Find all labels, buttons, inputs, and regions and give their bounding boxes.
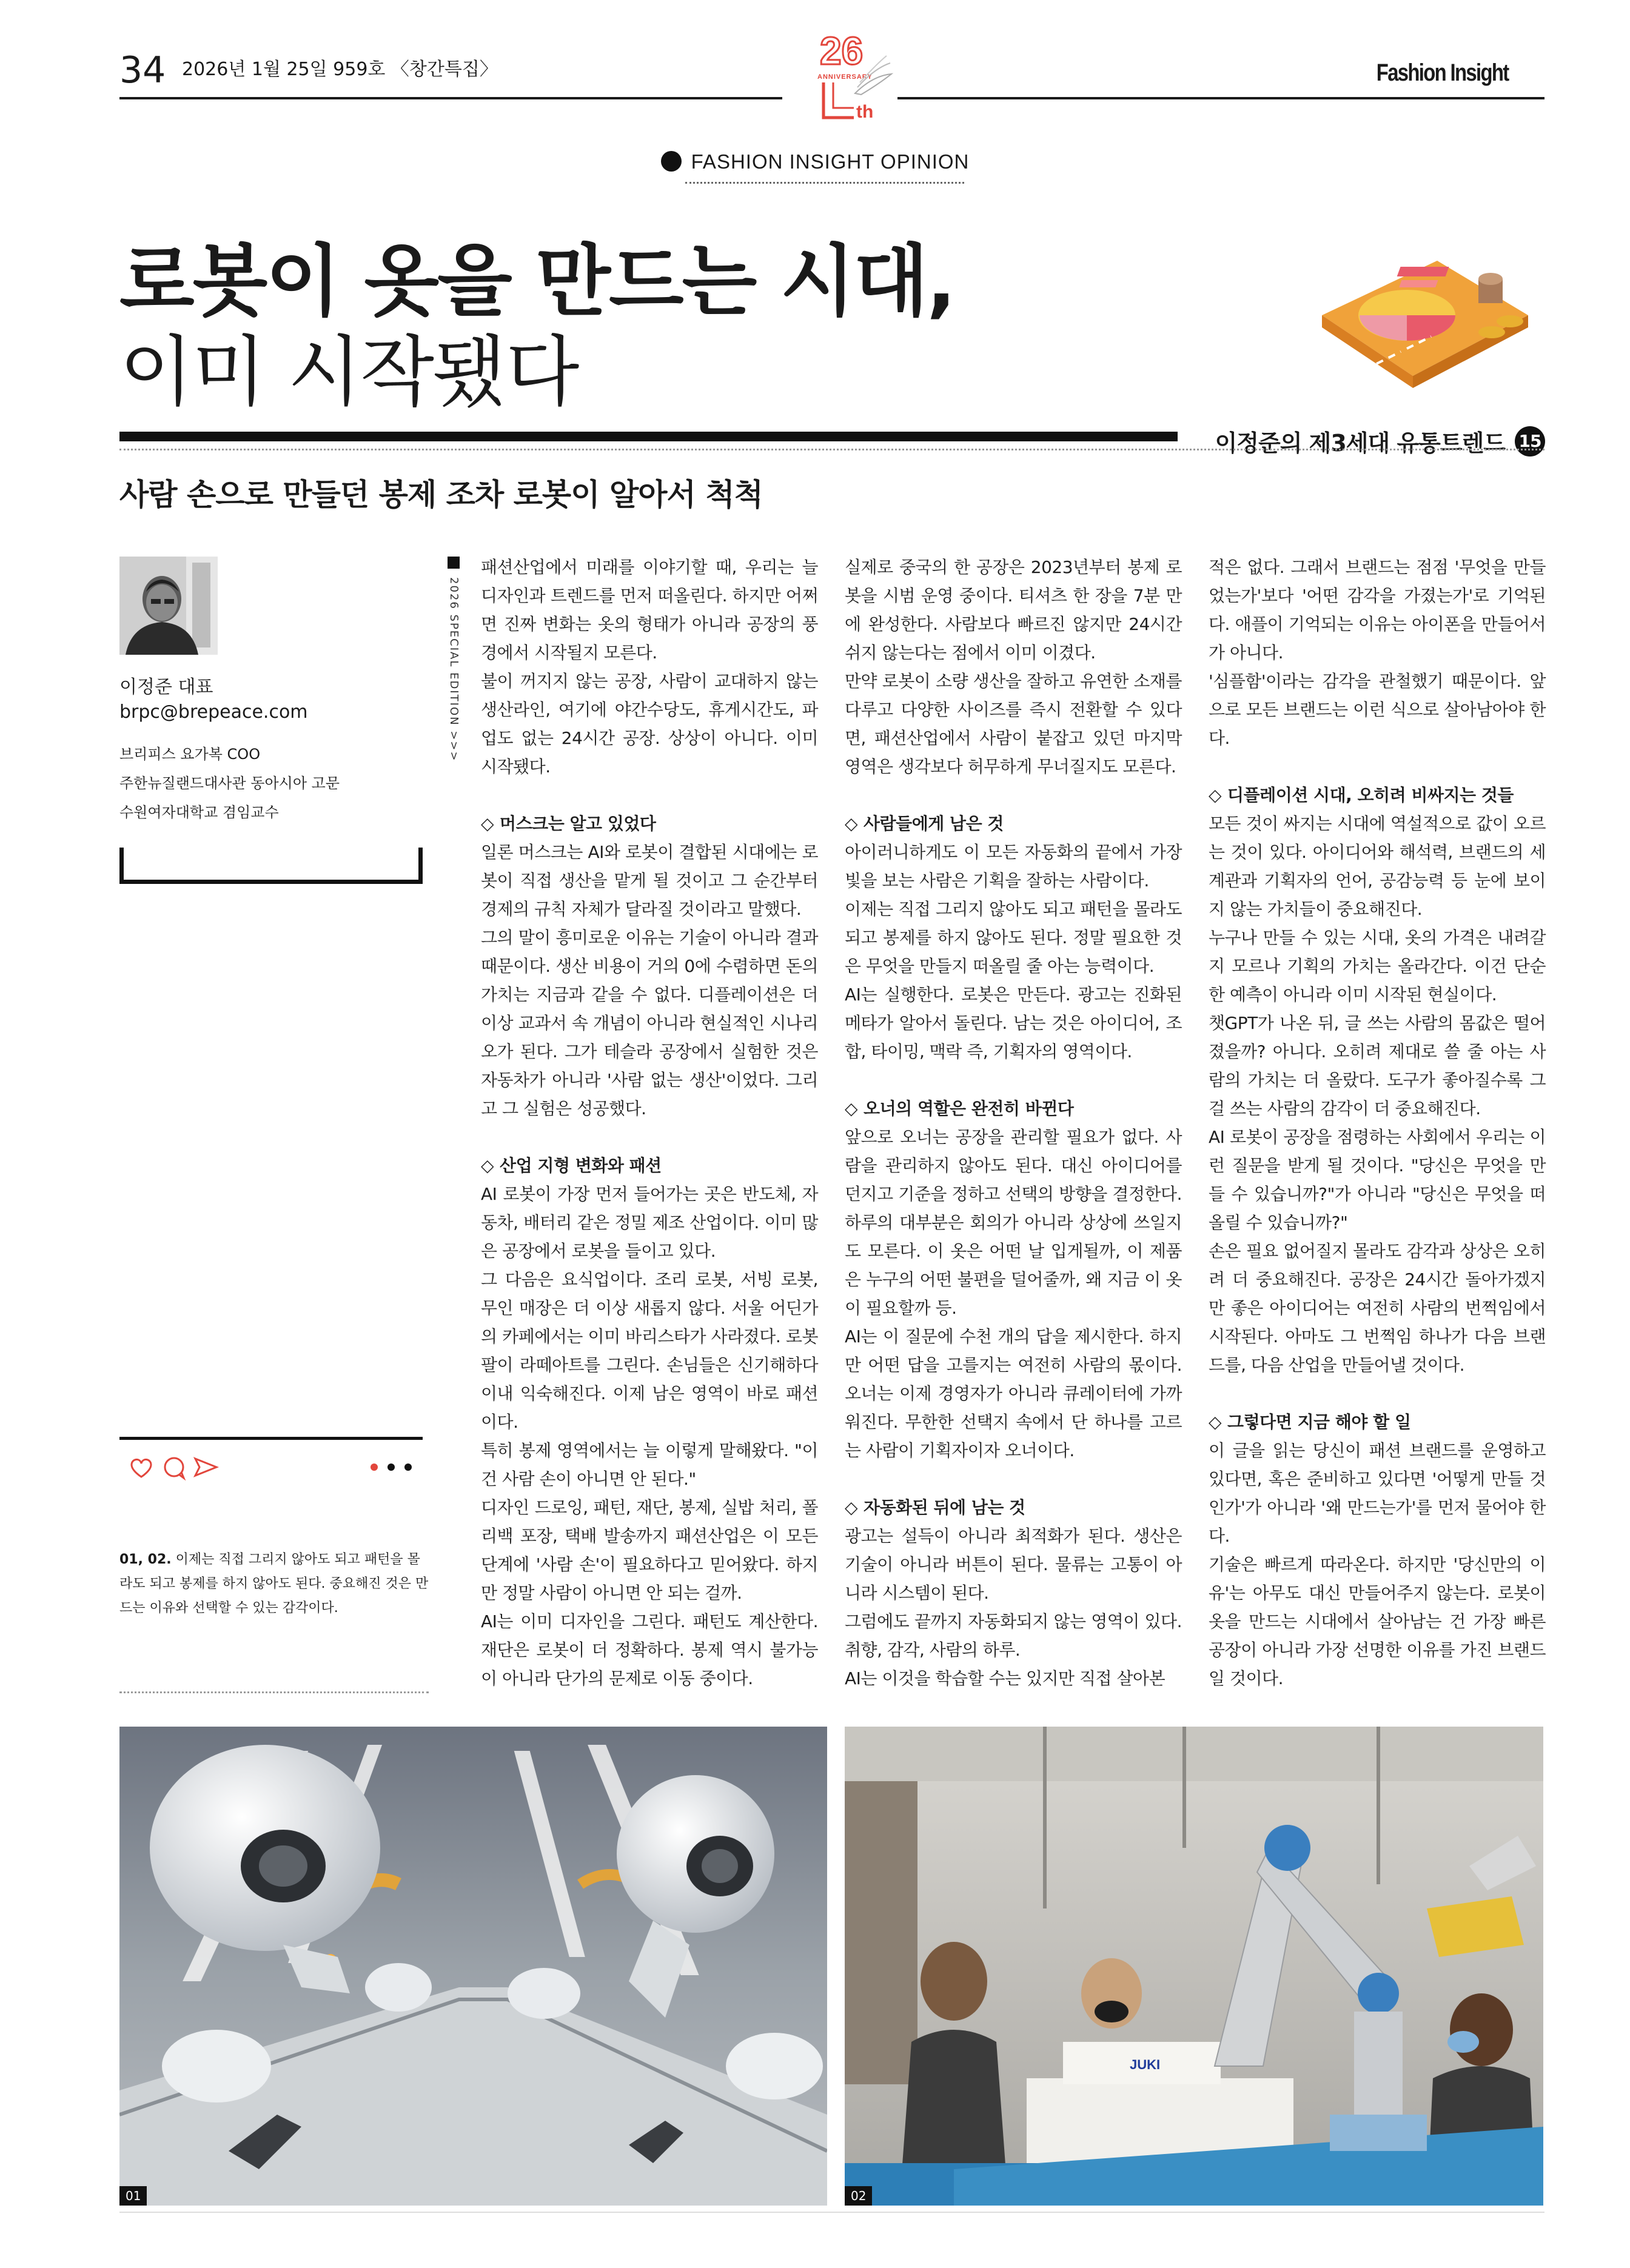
photo-caption — [119, 1548, 429, 1621]
comment-icon[interactable] — [165, 1458, 184, 1478]
headline-line-1: 로봇이 옷을 만드는 시대, — [119, 236, 954, 327]
paragraph: 패션산업에서 미래를 이야기할 때, 우리는 늘 디자인과 트렌드를 먼저 떠올린다. 하지만 어쩌면 진짜 변화는 옷의 형태가 아니라 공장의 풍경에서 시작될지 모른다. — [481, 557, 818, 663]
paragraph: 일론 머스크는 AI와 로봇이 결합된 시대에는 로봇이 직접 생산을 맡게 될 것이고 그 순간부터 경제의 규칙 자체가 달라질 것이라고 말했다. — [481, 842, 818, 919]
paragraph: 만약 로봇이 소량 생산을 잘하고 유연한 소재를 다루고 다양한 사이즈를 즉시 전환할 수 있다면, 패션산업에서 사람이 붙잡고 있던 마지막 영역은 생각보다 허무하게 무너질지도 모른다. — [845, 671, 1182, 777]
paragraph: 기술은 빠르게 따라온다. 하지만 '당신만의 이유'는 아무도 대신 만들어주지 않는다. 로봇이 옷을 만드는 시대에서 살아남는 건 가장 빠른 공장이 아니라 가장 선명한 이유를 가진 브랜드일 것이다. — [1209, 1554, 1546, 1688]
headline-dotted-rule — [119, 449, 1544, 450]
section-heading: ◇ 디플레이션 시대, 오히려 비싸지는 것들 — [1209, 785, 1514, 805]
paragraph: 그럼에도 끝까지 자동화되지 않는 영역이 있다. 취향, 감각, 사람의 하루. — [845, 1611, 1182, 1660]
anniversary-logo — [782, 27, 897, 130]
diamond-icon: ◇ — [845, 814, 858, 834]
social-rule — [119, 1437, 423, 1440]
author-role: 수원여자대학교 겸임교수 — [119, 804, 279, 821]
paragraph: 실제로 중국의 한 공장은 2023년부터 봉제 로봇을 시범 운영 중이다. 티셔츠 한 장을 7분 만에 완성한다. 사람보다 빠르진 않지만 24시간 쉬지 않는다는 점에서 이미 이겼다. — [845, 557, 1182, 663]
series-label: 이정준의 제3세대 유통트렌드 — [1215, 430, 1505, 457]
article-column-1 — [481, 553, 818, 1693]
publication-brand: Fashion Insight — [1377, 59, 1509, 86]
article-column-2 — [845, 553, 1182, 1693]
chart-illustration-icon — [1286, 224, 1540, 406]
diamond-icon: ◇ — [845, 1497, 858, 1517]
diamond-icon: ◇ — [481, 814, 494, 834]
diamond-icon: ◇ — [845, 1099, 858, 1119]
paragraph: 불이 꺼지지 않는 공장, 사람이 교대하지 않는 생산라인, 여기에 야간수당도, 휴게시간도, 파업도 없는 24시간 공장. 상상이 아니다. 이미 시작됐다. — [481, 671, 818, 777]
author-role: 브리피스 요가복 COO — [119, 746, 261, 763]
send-icon[interactable] — [195, 1459, 216, 1476]
paragraph: 챗GPT가 나온 뒤, 글 쓰는 사람의 몸값은 떨어졌을까? 아니다. 오히려 제대로 쓸 줄 아는 사람의 가치는 더 올랐다. 도구가 좋아질수록 그걸 쓰는 사람의 감각이 더 중요해진다. — [1209, 1013, 1546, 1119]
page-bottom-rule — [119, 2212, 1544, 2213]
paragraph: 그의 말이 흥미로운 이유는 기술이 아니라 결과 때문이다. 생산 비용이 거의 0에 수렴하면 돈의 가치는 지금과 같을 수 없다. 디플레이션은 더 이상 교과서 속 개념이 아니라 현실적인 시나리오가 된다. 그가 테슬라 공장에서 실험한 것은 자동차가 아니라 '사람 없는 생산'이었다. 그리고 그 실험은 성공했다. — [481, 928, 818, 1119]
series-number-badge: 15 — [1515, 426, 1545, 457]
author-roles — [119, 740, 340, 827]
side-label — [448, 557, 461, 762]
paragraph: 이제는 직접 그리지 않아도 되고 패턴을 몰라도 되고 봉제를 하지 않아도 된다. 정말 필요한 것은 무엇을 만들지 떠올릴 줄 아는 능력이다. — [845, 899, 1182, 976]
paragraph: 디자인 드로잉, 패턴, 재단, 봉제, 실밥 처리, 폴리백 포장, 택배 발송까지 패션산업은 이 모든 단계에 '사람 손'이 필요하다고 믿어왔다. 하지만 정말 사람이 아니면 안 되는 걸까. — [481, 1497, 818, 1603]
svg-text:JUKI: JUKI — [1130, 2057, 1161, 2072]
caption-dotted-rule — [119, 1691, 429, 1693]
author-bracket-decoration — [119, 848, 423, 884]
kicker-underline — [685, 182, 964, 184]
paragraph: 아이러니하게도 이 모든 자동화의 끝에서 가장 빛을 보는 사람은 기획을 잘하는 사람이다. — [845, 842, 1182, 891]
kicker-dot-icon — [661, 151, 682, 172]
anniversary-word: ANNIVERSARY — [817, 73, 873, 81]
paragraph: 모든 것이 싸지는 시대에 역설적으로 값이 오르는 것이 있다. 아이디어와 해석력, 브랜드의 세계관과 기획자의 언어, 공감능력 등 눈에 보이지 않는 가치들이 중요해진다. — [1209, 814, 1546, 919]
series-title — [1215, 424, 1545, 458]
paragraph: 이 글을 읽는 당신이 패션 브랜드를 운영하고 있다면, 혹은 준비하고 있다면 '어떻게 만들 것인가'가 아니라 '왜 만드는가'를 먼저 물어야 한다. — [1209, 1440, 1546, 1546]
section-heading: ◇ 사람들에게 남은 것 — [845, 814, 1004, 834]
diamond-icon: ◇ — [481, 1156, 494, 1176]
anniversary-number: 26 — [820, 29, 864, 73]
paragraph: AI는 실행한다. 로봇은 만든다. 광고는 진화된 메타가 알아서 돌린다. 남는 것은 아이디어, 조합, 타이밍, 맥락 즉, 기획자의 영역이다. — [845, 985, 1182, 1062]
paragraph: 적은 없다. 그래서 브랜드는 점점 '무엇을 만들었는가'보다 '어떤 감각을 가졌는가'로 기억된다. 애플이 기억되는 이유는 아이폰을 만들어서가 아니다. — [1209, 557, 1546, 663]
paragraph: AI는 이 질문에 수천 개의 답을 제시한다. 하지만 어떤 답을 고를지는 여전히 사람의 몫이다. 오너는 이제 경영자가 아니라 큐레이터에 가까워진다. 무한한 선택지 속에서 단 하나를 고르는 사람이 기획자이자 오너이다. — [845, 1326, 1182, 1460]
paragraph: 앞으로 오너는 공장을 관리할 필요가 없다. 사람을 관리하지 않아도 된다. 대신 아이디어를 던지고 기준을 정하고 선택의 방향을 결정한다. 하루의 대부분은 회의가 아니라 상상에 쓰일지도 모른다. 이 옷은 어떤 날 입게될까, 이 제품은 누구의 어떤 불편을 덜어줄까, 왜 지금 이 옷이 필요할까 등. — [845, 1127, 1182, 1318]
heart-icon[interactable] — [132, 1459, 151, 1477]
paragraph: 그 다음은 요식업이다. 조리 로봇, 서빙 로봇, 무인 매장은 더 이상 새롭지 않다. 서울 어딘가의 카페에서는 이미 바리스타가 사라졌다. 로봇 팔이 라떼아트를 그린다. 손님들은 신기해하다 이내 익숙해진다. 이제 남은 영역이 바로 패션이다. — [481, 1269, 818, 1432]
paragraph: 손은 필요 없어질지 몰라도 감각과 상상은 오히려 더 중요해진다. 공장은 24시간 돌아가겠지만 좋은 아이디어는 여전히 사람의 번쩍임에서 시작된다. 아마도 그 번쩍임 하나가 다음 브랜드를, 다음 산업을 만들어낼 것이다. — [1209, 1241, 1546, 1375]
more-dots-icon[interactable] — [371, 1463, 412, 1471]
photo-label: 01 — [119, 2186, 147, 2206]
social-bar — [119, 1450, 423, 1487]
author-name: 이정준 대표 — [119, 677, 213, 698]
section-heading: ◇ 오너의 역할은 완전히 바뀐다 — [845, 1099, 1074, 1119]
section-heading: ◇ 자동화된 뒤에 남는 것 — [845, 1497, 1025, 1517]
paragraph: 누구나 만들 수 있는 시대, 옷의 가격은 내려갈지 모르나 기획의 가치는 올라간다. 이건 단순한 예측이 아니라 이미 시작된 현실이다. — [1209, 928, 1546, 1005]
author-email[interactable]: brpc@brepeace.com — [119, 701, 308, 723]
side-label-text: 2026 SPECIAL EDITION >>> — [448, 577, 460, 762]
paragraph: 광고는 설득이 아니라 최적화가 된다. 생산은 기술이 아니라 버튼이 된다. 물류는 고통이 아니라 시스템이 된다. — [845, 1526, 1182, 1603]
photo-robot-assembly-line — [119, 1727, 827, 2206]
caption-ref: 01, 02. — [119, 1552, 172, 1567]
section-heading: ◇ 그렇다면 지금 해야 할 일 — [1209, 1412, 1411, 1432]
page-number: 34 — [119, 49, 166, 92]
paragraph: AI는 이것을 학습할 수는 있지만 직접 살아본 — [845, 1668, 1165, 1688]
diamond-icon: ◇ — [1209, 1412, 1222, 1432]
author-portrait — [119, 557, 218, 655]
side-label-square-icon — [448, 557, 460, 569]
headline-rule — [119, 432, 1178, 441]
author-role: 주한뉴질랜드대사관 동아시아 고문 — [119, 775, 340, 792]
subheadline: 사람 손으로 만들던 봉제 조차 로봇이 알아서 척척 — [119, 477, 763, 512]
article-column-3 — [1209, 553, 1546, 1693]
paragraph: AI 로봇이 공장을 점령하는 사회에서 우리는 이런 질문을 받게 될 것이다. "당신은 무엇을 만들 수 있습니까?"가 아니라 "당신은 무엇을 떠올릴 수 있습니까?" — [1209, 1127, 1546, 1233]
issue-date: 2026년 1월 25일 959호 〈창간특집〉 — [182, 59, 498, 80]
paragraph: 특히 봉제 영역에서는 늘 이렇게 말해왔다. "이건 사람 손이 아니면 안 된다." — [481, 1440, 818, 1489]
headline-line-2: 이미 시작됐다 — [119, 327, 579, 416]
section-heading: ◇ 머스크는 알고 있었다 — [481, 814, 656, 834]
anniversary-suffix: th — [856, 102, 874, 122]
kicker-text: FASHION INSIGHT OPINION — [691, 150, 970, 173]
caption-text: 이제는 직접 그리지 않아도 되고 패턴을 몰라도 되고 봉제를 하지 않아도 된다. 중요해진 것은 만드는 이유와 선택할 수 있는 감각이다. — [119, 1552, 429, 1616]
photo-label: 02 — [845, 2186, 872, 2206]
paragraph: '심플함'이라는 감각을 관철했기 때문이다. 앞으로 모든 브랜드는 이런 식으로 살아남아야 한다. — [1209, 671, 1546, 748]
section-kicker — [0, 150, 1630, 173]
diamond-icon: ◇ — [1209, 785, 1222, 805]
paragraph: AI 로봇이 가장 먼저 들어가는 곳은 반도체, 자동차, 배터리 같은 정밀 제조 산업이다. 이미 많은 공장에서 로봇을 들이고 있다. — [481, 1184, 818, 1261]
paragraph: AI는 이미 디자인을 그린다. 패턴도 계산한다. 재단은 로봇이 더 정확하다. 봉제 역시 불가능이 아니라 단가의 문제로 이동 중이다. — [481, 1611, 818, 1688]
photo-sewing-robot-demo — [845, 1727, 1543, 2206]
section-heading: ◇ 산업 지형 변화와 패션 — [481, 1156, 662, 1176]
